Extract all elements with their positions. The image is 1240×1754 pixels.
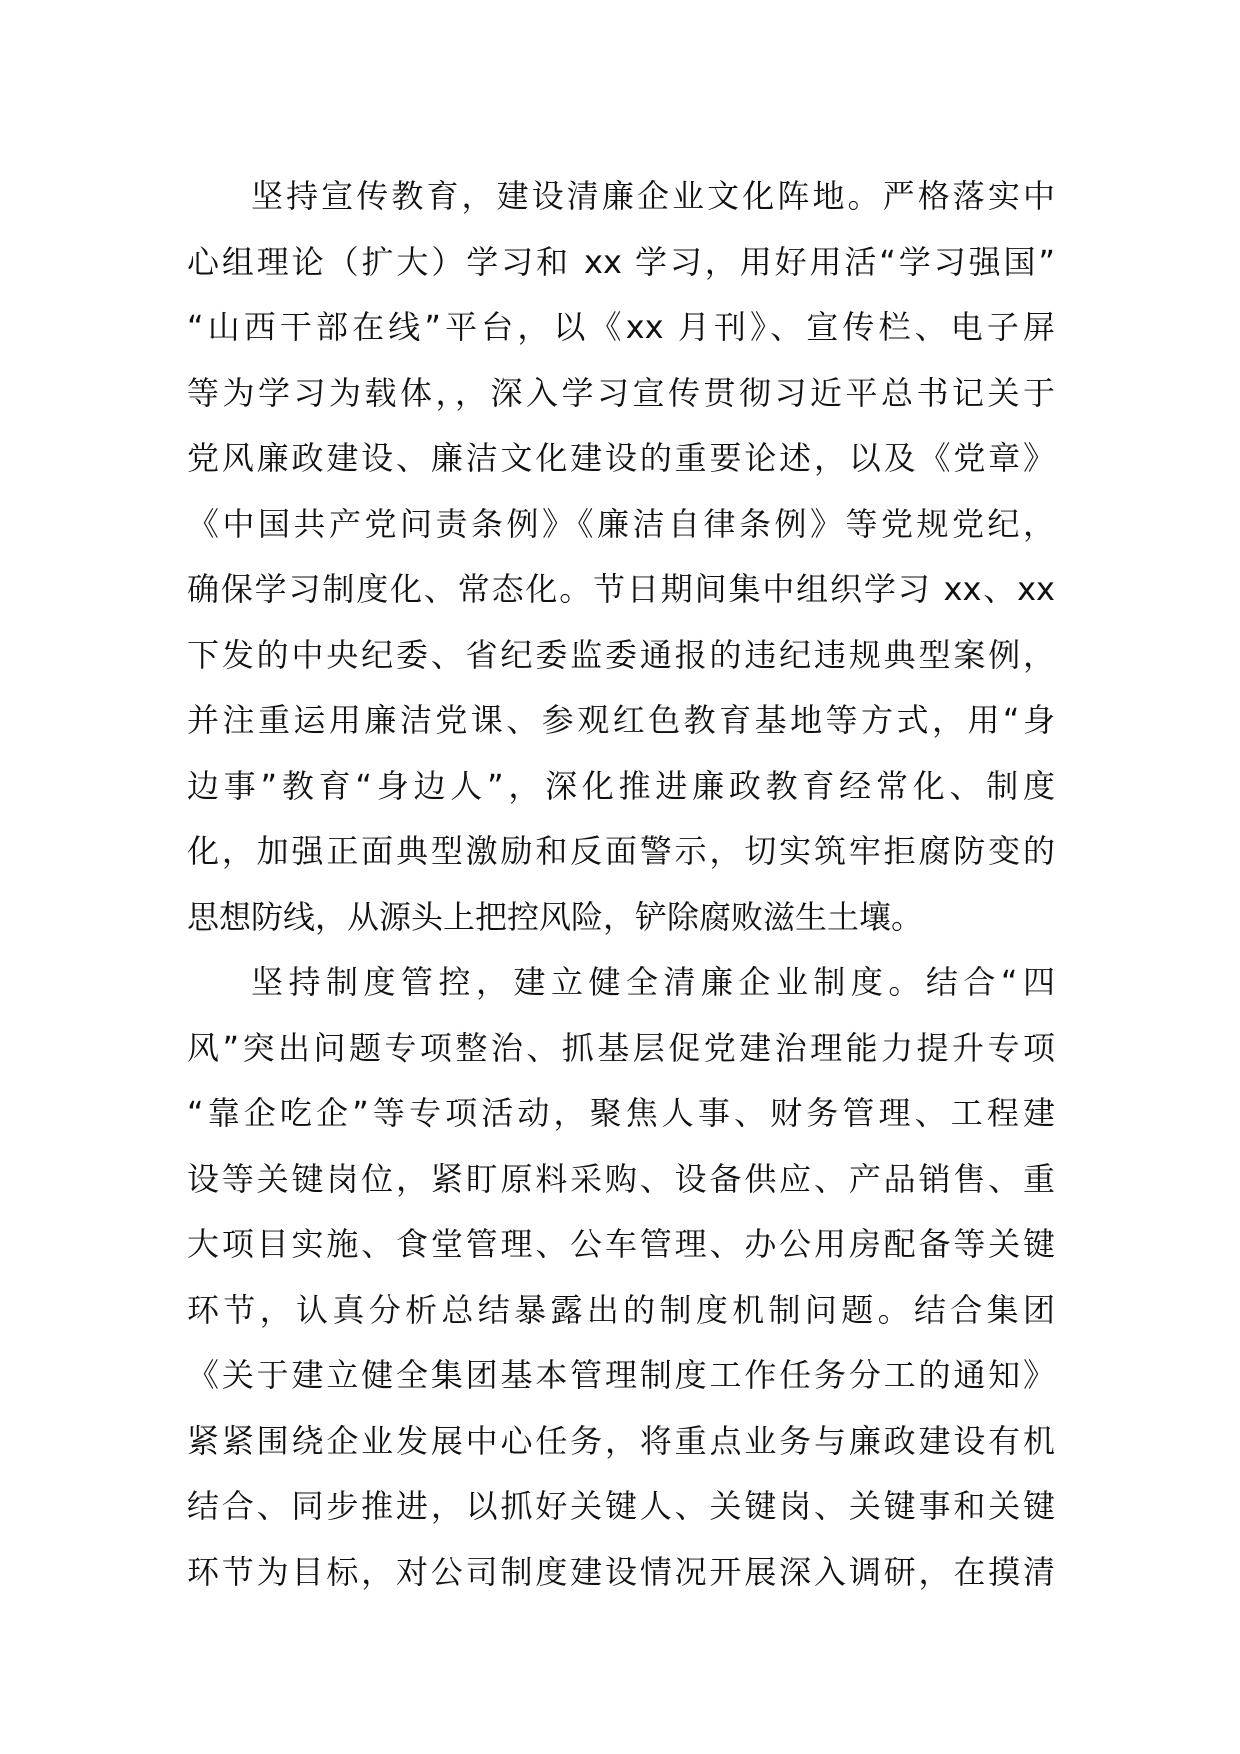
paragraph-2-line-10: 环节为目标，对公司制度建设情况开展深入调研，在摸清 bbox=[187, 1552, 1055, 1591]
paragraph-1-line-12: 思想防线，从源头上把控风险，铲除腐败滋生土壤。 bbox=[187, 897, 924, 936]
paragraph-2-line-3: “靠企吃企”等专项活动，聚焦人事、财务管理、工程建 bbox=[187, 1094, 1055, 1132]
paragraph-1-line-2: 心组理论（扩大）学习和 xx 学习，用好用活“学习强国” bbox=[187, 242, 1055, 281]
paragraph-2-line-7: 《关于建立健全集团基本管理制度工作任务分工的通知》 bbox=[187, 1356, 1055, 1394]
paragraph-2-line-8: 紧紧围绕企业发展中心任务，将重点业务与廉政建设有机 bbox=[187, 1421, 1055, 1460]
paragraph-1-line-7: 确保学习制度化、常态化。节日期间集中组织学习 xx、xx bbox=[187, 570, 1055, 608]
paragraph-1-line-4: 等为学习为载体，，深入学习宣传贯彻习近平总书记关于 bbox=[187, 373, 1055, 412]
paragraph-2-line-9: 结合、同步推进，以抓好关键人、关键岗、关键事和关键 bbox=[187, 1487, 1055, 1525]
paragraph-1-line-3: “山西干部在线”平台，以《xx 月刊》、宣传栏、电子屏 bbox=[187, 308, 1055, 346]
paragraph-2-line-5: 大项目实施、食堂管理、公车管理、办公用房配备等关键 bbox=[187, 1225, 1055, 1263]
paragraph-1-line-8: 下发的中央纪委、省纪委监委通报的违纪违规典型案例， bbox=[187, 635, 1055, 674]
paragraph-2-line-1: 坚持制度管控，建立健全清廉企业制度。结合“四 bbox=[251, 963, 1055, 1001]
paragraph-1-line-1: 坚持宣传教育，建设清廉企业文化阵地。严格落实中 bbox=[251, 177, 1055, 215]
paragraph-1-line-10: 边事”教育“身边人”，深化推进廉政教育经常化、制度 bbox=[187, 766, 1055, 805]
paragraph-2-line-4: 设等关键岗位，紧盯原料采购、设备供应、产品销售、重 bbox=[187, 1159, 1055, 1198]
paragraph-1-line-11: 化，加强正面典型激励和反面警示，切实筑牢拒腐防变的 bbox=[187, 832, 1055, 870]
document-body bbox=[187, 164, 1055, 1605]
paragraph-2-line-2: 风”突出问题专项整治、抓基层促党建治理能力提升专项 bbox=[187, 1028, 1055, 1067]
paragraph-1-line-9: 并注重运用廉洁党课、参观红色教育基地等方式，用“身 bbox=[187, 701, 1055, 739]
paragraph-2-line-6: 环节，认真分析总结暴露出的制度机制问题。结合集团 bbox=[187, 1290, 1055, 1329]
paragraph-1-line-6: 《中国共产党问责条例》《廉洁自律条例》等党规党纪， bbox=[187, 504, 1055, 543]
paragraph-1-line-5: 党风廉政建设、廉洁文化建设的重要论述，以及《党章》 bbox=[187, 439, 1055, 477]
